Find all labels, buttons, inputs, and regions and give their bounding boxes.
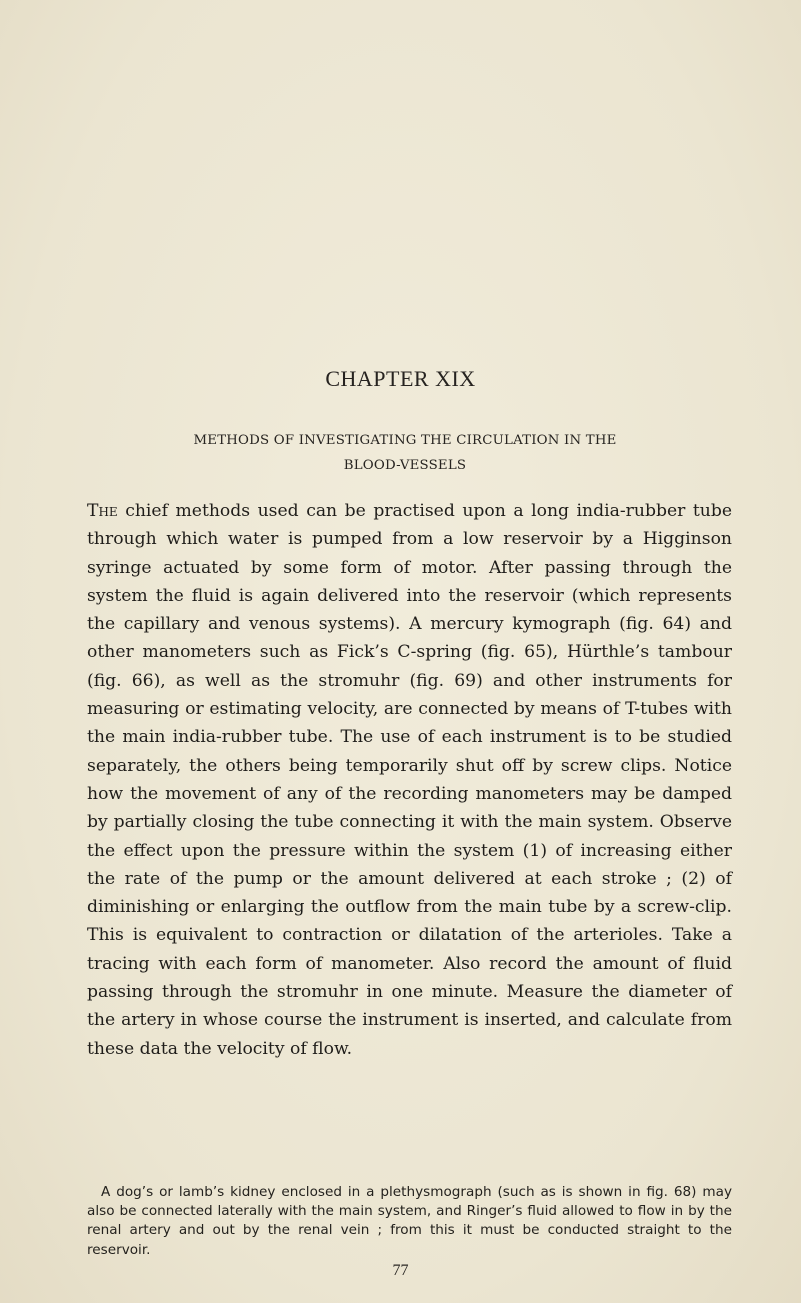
chapter-heading: CHAPTER XIX — [325, 366, 476, 391]
body-text — [87, 497, 732, 1063]
body-paragraph-text: chief methods used can be practised upon a long india-rubber tube through which water is pumped from a low reservoir by a Higginson syringe actuated by some form of motor. After passing through the system the fluid is again delivered into the reservoir (which represents the capillary and venous systems). A mercury kymograph (fig. 64) and other manometers such as Fick’s C-spring (fig. 65), Hürthle’s tambour (fig. 66), as well as the stromuhr (fig. 69) and other instruments for measuring or estimating velocity, are connected by means of T-tubes with the main india-rubber tube. The use of each instrument is to be studied separately, the others being temporarily shut off by screw clips. Notice how the movement of any of the recording manometers may be damped by partially closing the tube connecting it with the main system. Observe the effect upon the pressure within the system (1) of increasing either the rate of the pump or the amount delivered at each stroke ; (2) of diminishing or enlarging the outflow from the main tube by a screw-clip. This is equivalent to contraction or dilatation of the arterioles. Take a tracing with each form of manometer. Also record the amount of fluid passing through the stromuhr in one minute. Measure the diameter of the artery in whose course the instrument is inserted, and calculate from these data the velocity of flow. — [87, 501, 733, 1059]
subtitle-line-1: METHODS OF INVESTIGATING THE CIRCULATION IN THE — [193, 433, 617, 448]
note-paragraph: A dog’s or lamb’s kidney enclosed in a plethysmograph (such as is shown in fig. 68) may also be connected laterally with the main system, and Ringer’s fluid allowed to flow in by the renal artery and out by the renal vein ; from this it must be conducted straight to the reservoir. — [87, 1184, 732, 1258]
note-text — [87, 1183, 732, 1260]
body-paragraph — [87, 497, 732, 1063]
first-word: The — [87, 501, 118, 521]
chapter-subtitle — [90, 428, 720, 478]
subtitle-line-2: BLOOD-VESSELS — [343, 458, 467, 473]
page-number: 77 — [392, 1262, 409, 1279]
